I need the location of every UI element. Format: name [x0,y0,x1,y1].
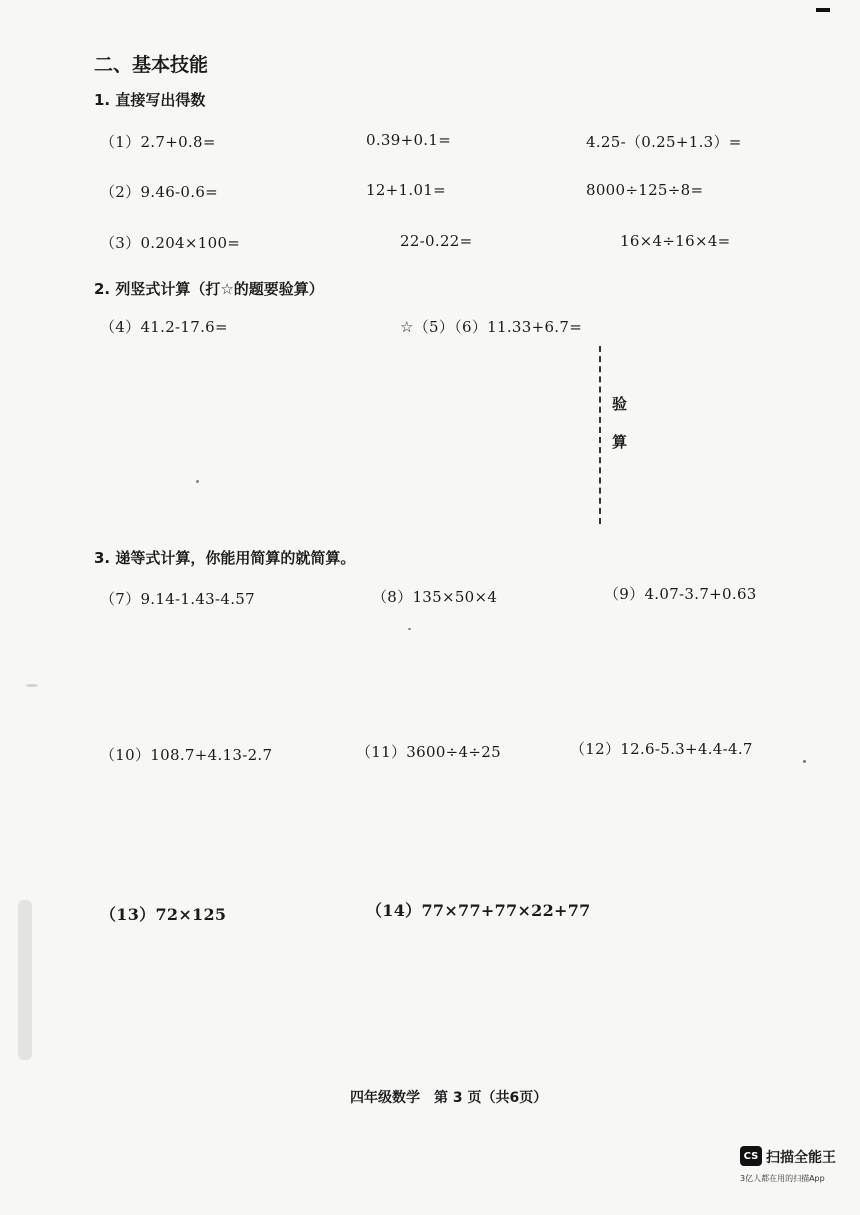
problem-7: （7）9.14-1.43-4.57 [100,590,255,608]
camscanner-name: 扫描全能王 [766,1150,836,1166]
scan-dot [408,628,411,630]
problem-11: （11）3600÷4÷25 [356,743,501,761]
problem-2a: （2）9.46-0.6= [100,183,219,201]
problem-12: （12）12.6-5.3+4.4-4.7 [570,740,753,758]
problem-3c: 16×4÷16×4= [620,232,731,250]
check-label-2: 算 [612,433,628,451]
problem-8: （8）135×50×4 [372,588,498,606]
check-divider [599,346,601,524]
problem-5-6: ☆（5）（6）11.33+6.7= [400,318,583,336]
problem-4: （4）41.2-17.6= [100,318,228,336]
part1-title: 1. 直接写出得数 [94,91,206,109]
problem-3a: （3）0.204×100= [100,234,241,252]
problem-9: （9）4.07-3.7+0.63 [604,585,757,603]
scan-dot [803,760,806,763]
problem-13: （13）72×125 [100,905,227,924]
check-label-1: 验 [612,395,628,413]
camscanner-tagline: 3亿人都在用的扫描App [740,1174,825,1183]
problem-3b: 22-0.22= [400,232,473,250]
camscanner-logo: CS [740,1146,762,1166]
corner-mark [816,8,830,12]
problem-1c: 4.25-（0.25+1.3）= [586,133,742,151]
scan-smudge [18,900,32,1060]
problem-1b: 0.39+0.1= [366,131,452,149]
part3-title: 3. 递等式计算，你能用简算的就简算。 [94,549,356,567]
problem-1a: （1）2.7+0.8= [100,133,216,151]
problem-2c: 8000÷125÷8= [586,181,704,199]
problem-2b: 12+1.01= [366,181,447,199]
problem-14: （14）77×77+77×22+77 [366,901,591,920]
section-title: 二、基本技能 [94,54,209,76]
part2-title: 2. 列竖式计算（打☆的题要验算） [94,280,324,298]
problem-10: （10）108.7+4.13-2.7 [100,746,273,764]
scan-smudge [26,684,38,687]
page-footer: 四年级数学 第 3 页（共6页） [350,1090,548,1106]
scan-dot [196,480,199,483]
